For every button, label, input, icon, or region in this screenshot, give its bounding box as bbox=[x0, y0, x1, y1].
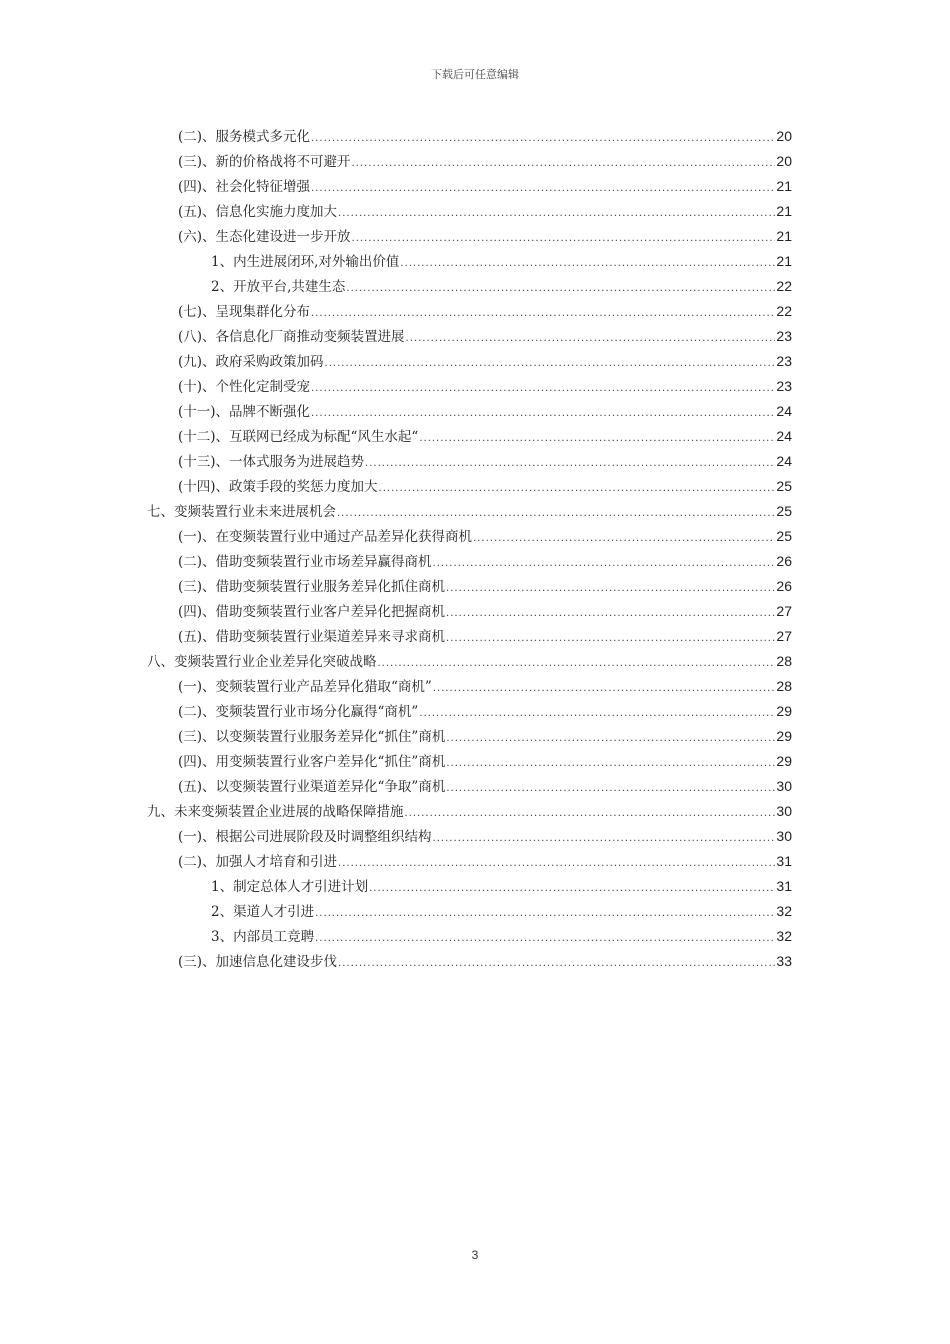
toc-entry-title: (八)、各信息化厂商推动变频装置进展 bbox=[178, 329, 405, 345]
toc-entry-page: 25 bbox=[776, 478, 792, 494]
toc-entry-title: (一)、在变频装置行业中通过产品差异化获得商机 bbox=[178, 529, 473, 545]
toc-entry-title: (二)、服务模式多元化 bbox=[178, 129, 311, 145]
toc-entry-page: 32 bbox=[776, 928, 792, 944]
toc-leader-dots bbox=[419, 701, 775, 726]
toc-entry[interactable] bbox=[178, 624, 792, 649]
toc-entry-title: (十)、个性化定制受宠 bbox=[178, 379, 311, 395]
toc-entry-page: 24 bbox=[776, 403, 792, 419]
toc-entry-title: 七、变频装置行业未来进展机会 bbox=[147, 504, 336, 520]
toc-entry-title: (五)、信息化实施力度加大 bbox=[178, 204, 338, 220]
toc-entry[interactable] bbox=[178, 174, 792, 199]
toc-leader-dots bbox=[446, 726, 775, 751]
toc-leader-dots bbox=[446, 776, 775, 801]
toc-entry-title: (十一)、品牌不断强化 bbox=[178, 404, 311, 420]
toc-entry[interactable] bbox=[178, 674, 792, 699]
toc-entry[interactable] bbox=[178, 124, 792, 149]
toc-entry-title: (四)、用变频装置行业客户差异化“抓住”商机 bbox=[178, 754, 446, 770]
toc-entry[interactable] bbox=[178, 324, 792, 349]
toc-leader-dots bbox=[311, 401, 775, 426]
toc-entry-page: 29 bbox=[776, 703, 792, 719]
toc-entry-page: 21 bbox=[776, 178, 792, 194]
toc-leader-dots bbox=[325, 351, 776, 376]
toc-entry-title: (四)、社会化特征增强 bbox=[178, 179, 311, 195]
toc-entry[interactable] bbox=[178, 374, 792, 399]
toc-leader-dots bbox=[315, 926, 775, 951]
toc-leader-dots bbox=[446, 626, 775, 651]
toc-entry-page: 30 bbox=[776, 828, 792, 844]
toc-entry-page: 21 bbox=[776, 253, 792, 269]
toc-leader-dots bbox=[346, 276, 775, 301]
toc-entry[interactable] bbox=[178, 549, 792, 574]
toc-leader-dots bbox=[406, 326, 776, 351]
toc-entry[interactable] bbox=[178, 349, 792, 374]
toc-entry-page: 27 bbox=[776, 603, 792, 619]
toc-entry-page: 26 bbox=[776, 578, 792, 594]
toc-entry-title: (二)、借助变频装置行业市场差异赢得商机 bbox=[178, 554, 432, 570]
toc-leader-dots bbox=[433, 676, 776, 701]
toc-leader-dots bbox=[352, 151, 776, 176]
toc-entry[interactable] bbox=[178, 474, 792, 499]
toc-entry[interactable] bbox=[178, 749, 792, 774]
toc-entry-title: (五)、以变频装置行业渠道差异化“争取”商机 bbox=[178, 779, 446, 795]
toc-entry-page: 28 bbox=[776, 678, 792, 694]
toc-entry-page: 23 bbox=[776, 328, 792, 344]
page-number: 3 bbox=[471, 1248, 479, 1262]
toc-entry[interactable] bbox=[178, 574, 792, 599]
toc-entry-page: 29 bbox=[776, 753, 792, 769]
toc-entry-page: 33 bbox=[776, 953, 792, 969]
toc-entry-page: 26 bbox=[776, 553, 792, 569]
toc-entry-title: (十二)、互联网已经成为标配“风生水起“ bbox=[178, 429, 419, 445]
toc-leader-dots bbox=[378, 651, 776, 676]
toc-entry-page: 24 bbox=[776, 453, 792, 469]
toc-leader-dots bbox=[446, 576, 775, 601]
toc-entry-title: 1、制定总体人才引进计划 bbox=[211, 879, 369, 895]
toc-entry-page: 30 bbox=[776, 803, 792, 819]
toc-entry-title: (三)、以变频装置行业服务差异化“抓住”商机 bbox=[178, 729, 446, 745]
toc-entry-title: (四)、借助变频装置行业客户差异化把握商机 bbox=[178, 604, 446, 620]
toc-entry[interactable] bbox=[178, 699, 792, 724]
toc-entry-page: 22 bbox=[776, 278, 792, 294]
toc-entry-page: 30 bbox=[776, 778, 792, 794]
toc-leader-dots bbox=[311, 126, 775, 151]
toc-entry[interactable] bbox=[178, 849, 792, 874]
toc-leader-dots bbox=[311, 301, 775, 326]
toc-entry-page: 23 bbox=[776, 378, 792, 394]
toc-leader-dots bbox=[311, 176, 775, 201]
toc-entry-title: (二)、加强人才培育和引进 bbox=[178, 854, 338, 870]
toc-entry-title: (十四)、政策手段的奖惩力度加大 bbox=[178, 479, 378, 495]
toc-leader-dots bbox=[311, 376, 775, 401]
toc-leader-dots bbox=[446, 601, 775, 626]
toc-entry-title: (三)、新的价格战将不可避开 bbox=[178, 154, 351, 170]
toc-entry-title: (五)、借助变频装置行业渠道差异来寻求商机 bbox=[178, 629, 446, 645]
toc-entry[interactable] bbox=[178, 224, 792, 249]
toc-entry-page: 24 bbox=[776, 428, 792, 444]
toc-entry[interactable] bbox=[178, 199, 792, 224]
toc-entry[interactable] bbox=[211, 899, 792, 924]
toc-entry-title: (三)、加速信息化建设步伐 bbox=[178, 954, 338, 970]
toc-entry[interactable] bbox=[147, 799, 792, 824]
toc-entry-title: (三)、借助变频装置行业服务差异化抓住商机 bbox=[178, 579, 446, 595]
toc-entry-title: 3、内部员工竞聘 bbox=[211, 929, 315, 945]
toc-entry[interactable] bbox=[147, 649, 792, 674]
toc-entry-page: 29 bbox=[776, 728, 792, 744]
toc-entry[interactable] bbox=[178, 774, 792, 799]
toc-entry[interactable] bbox=[178, 949, 792, 974]
toc-leader-dots bbox=[365, 451, 775, 476]
toc-leader-dots bbox=[433, 551, 776, 576]
toc-entry[interactable] bbox=[178, 424, 792, 449]
toc-entry-title: (十三)、一体式服务为进展趋势 bbox=[178, 454, 365, 470]
toc-entry-title: (六)、生态化建设进一步开放 bbox=[178, 229, 351, 245]
toc-entry-title: (二)、变频装置行业市场分化赢得“商机” bbox=[178, 704, 419, 720]
toc-entry[interactable] bbox=[178, 824, 792, 849]
toc-entry[interactable] bbox=[211, 249, 792, 274]
toc-entry-title: (七)、呈现集群化分布 bbox=[178, 304, 311, 320]
toc-leader-dots bbox=[338, 851, 775, 876]
toc-entry[interactable] bbox=[211, 274, 792, 299]
toc-entry-title: 2、开放平台,共建生态 bbox=[211, 279, 346, 295]
toc-entry[interactable] bbox=[178, 599, 792, 624]
toc-entry-page: 23 bbox=[776, 353, 792, 369]
toc-leader-dots bbox=[446, 751, 775, 776]
toc-entry-title: (九)、政府采购政策加码 bbox=[178, 354, 324, 370]
toc-entry[interactable] bbox=[178, 449, 792, 474]
toc-entry[interactable] bbox=[178, 299, 792, 324]
toc-entry-page: 32 bbox=[776, 903, 792, 919]
toc-entry-page: 20 bbox=[776, 128, 792, 144]
toc-entry-title: (一)、根据公司进展阶段及时调整组织结构 bbox=[178, 829, 432, 845]
toc-leader-dots bbox=[352, 226, 776, 251]
toc-entry-page: 25 bbox=[776, 503, 792, 519]
toc-entry[interactable] bbox=[178, 724, 792, 749]
toc-entry-page: 25 bbox=[776, 528, 792, 544]
toc-entry[interactable] bbox=[211, 874, 792, 899]
toc-entry-page: 28 bbox=[776, 653, 792, 669]
toc-entry-title: 九、未来变频装置企业进展的战略保障措施 bbox=[147, 804, 404, 820]
toc-entry-page: 21 bbox=[776, 228, 792, 244]
toc-entry-page: 21 bbox=[776, 203, 792, 219]
toc-entry-page: 31 bbox=[776, 853, 792, 869]
toc-entry[interactable] bbox=[178, 149, 792, 174]
toc-leader-dots bbox=[419, 426, 775, 451]
toc-entry[interactable] bbox=[178, 524, 792, 549]
toc-leader-dots bbox=[473, 526, 775, 551]
toc-entry-page: 22 bbox=[776, 303, 792, 319]
toc-leader-dots bbox=[369, 876, 775, 901]
toc-entry-page: 31 bbox=[776, 878, 792, 894]
toc-entry-title: 2、渠道人才引进 bbox=[211, 904, 315, 920]
toc-entry[interactable] bbox=[147, 499, 792, 524]
toc-entry-page: 20 bbox=[776, 153, 792, 169]
page-header: 下载后可任意编辑 bbox=[431, 68, 519, 81]
toc-leader-dots bbox=[337, 501, 775, 526]
toc-entry[interactable] bbox=[211, 924, 792, 949]
toc-entry-page: 27 bbox=[776, 628, 792, 644]
toc-entry-title: 八、变频装置行业企业差异化突破战略 bbox=[147, 654, 377, 670]
toc-entry-title: 1、内生进展闭环,对外输出价值 bbox=[211, 254, 400, 270]
toc-leader-dots bbox=[315, 901, 775, 926]
toc-leader-dots bbox=[400, 251, 775, 276]
toc-entry[interactable] bbox=[178, 399, 792, 424]
toc-leader-dots bbox=[338, 951, 775, 976]
toc-leader-dots bbox=[338, 201, 775, 226]
toc-entry-title: (一)、变频装置行业产品差异化猎取“商机” bbox=[178, 679, 432, 695]
toc-leader-dots bbox=[379, 476, 776, 501]
toc-leader-dots bbox=[405, 801, 776, 826]
toc-leader-dots bbox=[433, 826, 776, 851]
